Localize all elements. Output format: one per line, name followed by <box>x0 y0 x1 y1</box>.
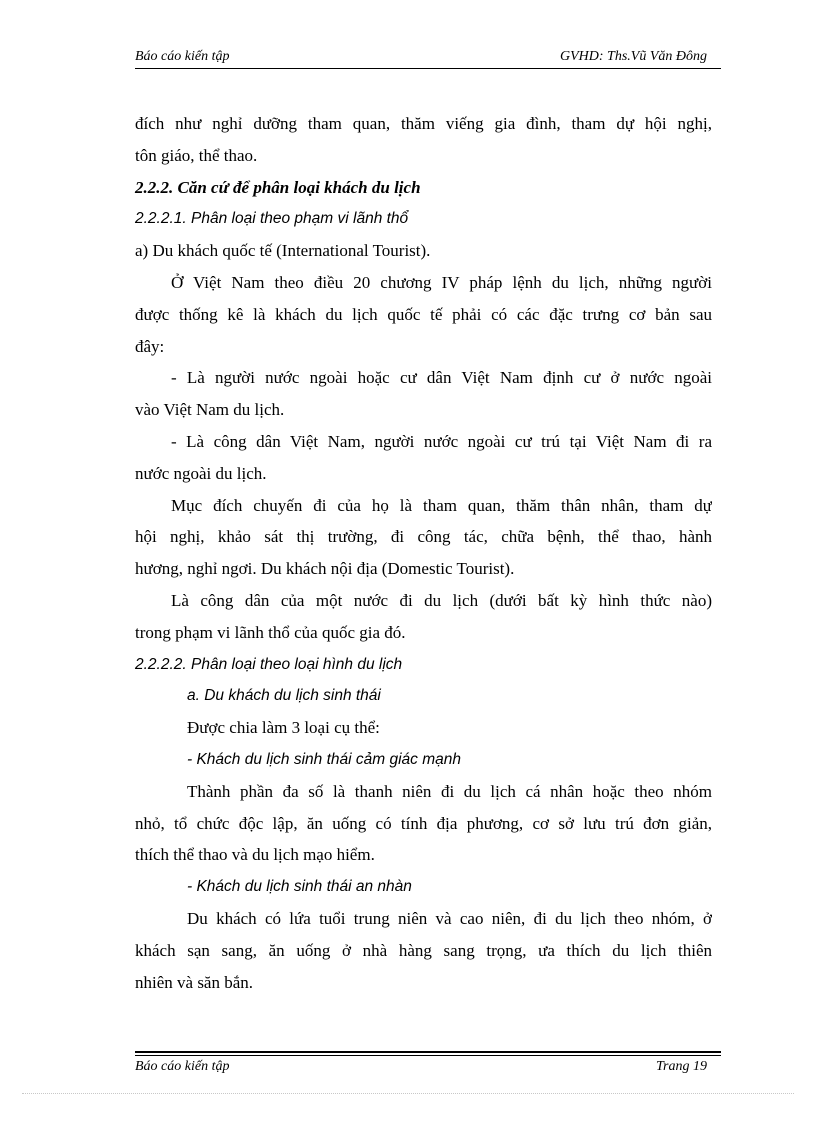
text-line: nhỏ, tổ chức độc lập, ăn uống có tính địa phương, cơ sở lưu trú đơn giản, <box>135 813 712 833</box>
header-advisor: GVHD: Ths.Vũ Văn Đông <box>560 49 707 64</box>
text-line: Được chia làm 3 loại cụ thể: <box>187 718 380 738</box>
page-footer <box>135 1059 721 1079</box>
text-line: trong phạm vi lãnh thổ của quốc gia đó. <box>135 622 406 642</box>
page-edge-divider <box>22 1093 794 1094</box>
document-body <box>135 108 712 998</box>
text-line: Mục đích chuyến đi của họ là tham quan, thăm thân nhân, tham dự <box>171 495 712 515</box>
text-line: Du khách có lứa tuổi trung niên và cao niên, đi du lịch theo nhóm, ở <box>187 908 712 928</box>
text-line: đích như nghỉ dưỡng tham quan, thăm viếng gia đình, tham dự hội nghị, <box>135 114 712 133</box>
footer-rule <box>135 1051 721 1053</box>
text-line: hương, nghỉ ngơi. Du khách nội địa (Domestic Tourist). <box>135 559 515 579</box>
page-header <box>135 49 721 69</box>
subsection-heading: 2.2.2.2. Phân loại theo loại hình du lịch <box>135 655 403 673</box>
text-line: hội nghị, khảo sát thị trường, đi công tác, chữa bệnh, thể thao, hành <box>135 527 712 547</box>
subsection-heading: 2.2.2.1. Phân loại theo phạm vi lãnh thổ <box>135 210 409 228</box>
text-line: a) Du khách quốc tế (International Tourist). <box>135 241 431 261</box>
text-line: Là công dân của một nước đi du lịch (dưới bất kỳ hình thức nào) <box>171 590 712 610</box>
text-line: thích thể thao và du lịch mạo hiểm. <box>135 845 375 865</box>
text-line: nước ngoài du lịch. <box>135 463 267 483</box>
footer-rule <box>135 1055 721 1056</box>
list-item: - Khách du lịch sinh thái cảm giác mạnh <box>187 750 461 768</box>
text-line: Ở Việt Nam theo điều 20 chương IV pháp lệnh du lịch, những người <box>171 272 712 292</box>
section-heading: 2.2.2. Căn cứ để phân loại khách du lịch <box>135 177 421 197</box>
text-line: Thành phần đa số là thanh niên đi du lịch cá nhân hoặc theo nhóm <box>187 781 712 801</box>
subsection-heading: a. Du khách du lịch sinh thái <box>187 687 381 705</box>
header-rule <box>135 68 721 69</box>
text-line: - Là người nước ngoài hoặc cư dân Việt Nam định cư ở nước ngoài <box>171 368 712 388</box>
text-line: nhiên và săn bắn. <box>135 972 254 992</box>
text-line: tôn giáo, thể thao. <box>135 145 258 165</box>
text-line: khách sạn sang, ăn uống ở nhà hàng sang trọng, ưa thích du lịch thiên <box>135 940 712 960</box>
header-title: Báo cáo kiến tập <box>135 49 230 64</box>
text-line: đây: <box>135 336 165 356</box>
footer-title: Báo cáo kiến tập <box>135 1059 230 1074</box>
list-item: - Khách du lịch sinh thái an nhàn <box>187 878 412 896</box>
text-line: được thống kê là khách du lịch quốc tế phải có các đặc trưng cơ bản sau <box>135 304 712 324</box>
text-line: - Là công dân Việt Nam, người nước ngoài cư trú tại Việt Nam đi ra <box>171 431 712 451</box>
page-number: Trang 19 <box>656 1059 707 1074</box>
text-line: vào Việt Nam du lịch. <box>135 400 285 420</box>
